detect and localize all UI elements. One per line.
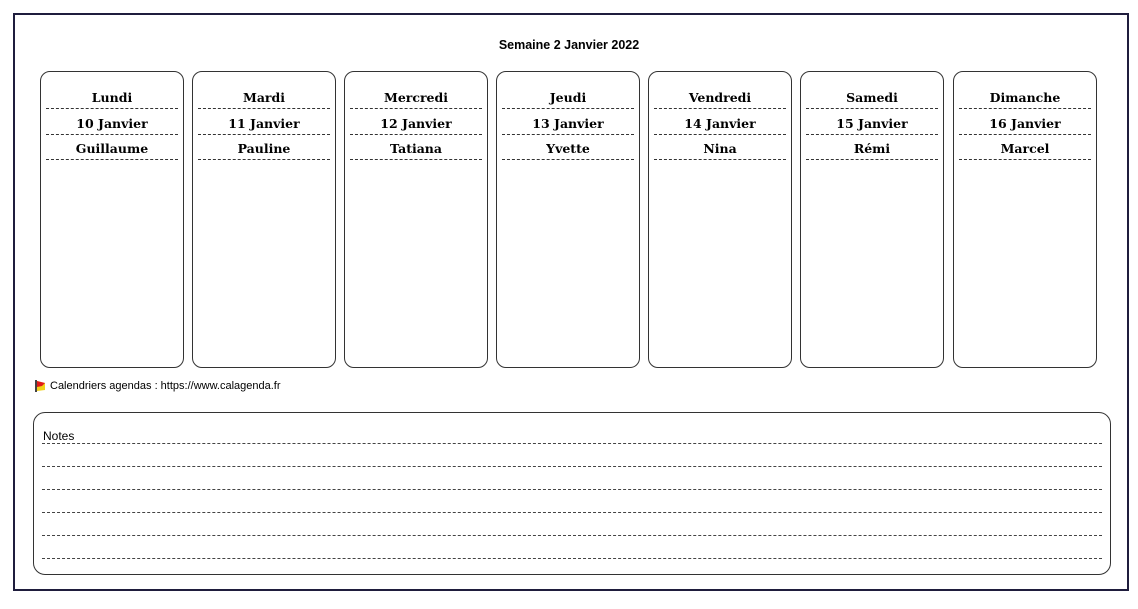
day-date: 15 Janvier [806, 114, 938, 135]
day-saint: Tatiana [350, 139, 482, 160]
day-name: Dimanche [959, 88, 1091, 109]
day-date: 12 Janvier [350, 114, 482, 135]
day-saint: Yvette [502, 139, 634, 160]
notes-line [42, 489, 1102, 490]
day-date: 14 Janvier [654, 114, 786, 135]
day-saint: Pauline [198, 139, 330, 160]
day-column-vendredi [648, 71, 792, 368]
notes-line [42, 512, 1102, 513]
day-date: 16 Janvier [959, 114, 1091, 135]
notes-box [33, 412, 1111, 575]
notes-line [42, 466, 1102, 467]
day-column-mardi [192, 71, 336, 368]
day-date: 13 Janvier [502, 114, 634, 135]
notes-label: Notes [43, 429, 75, 443]
day-saint: Rémi [806, 139, 938, 160]
day-name: Mardi [198, 88, 330, 109]
day-column-samedi [800, 71, 944, 368]
day-saint: Guillaume [46, 139, 178, 160]
credit-line [34, 380, 281, 392]
notes-line [42, 535, 1102, 536]
day-column-dimanche [953, 71, 1097, 368]
day-date: 10 Janvier [46, 114, 178, 135]
day-saint: Nina [654, 139, 786, 160]
calagenda-logo-icon [34, 380, 46, 392]
day-name: Lundi [46, 88, 178, 109]
day-name: Jeudi [502, 88, 634, 109]
day-column-lundi [40, 71, 184, 368]
notes-line [42, 443, 1102, 444]
day-column-jeudi [496, 71, 640, 368]
day-saint: Marcel [959, 139, 1091, 160]
page-title: Semaine 2 Janvier 2022 [498, 38, 640, 52]
day-date: 11 Janvier [198, 114, 330, 135]
day-name: Samedi [806, 88, 938, 109]
notes-line [42, 558, 1102, 559]
credit-link[interactable]: Calendriers agendas : https://www.calagenda.fr [50, 380, 281, 392]
day-name: Vendredi [654, 88, 786, 109]
day-name: Mercredi [350, 88, 482, 109]
day-column-mercredi [344, 71, 488, 368]
